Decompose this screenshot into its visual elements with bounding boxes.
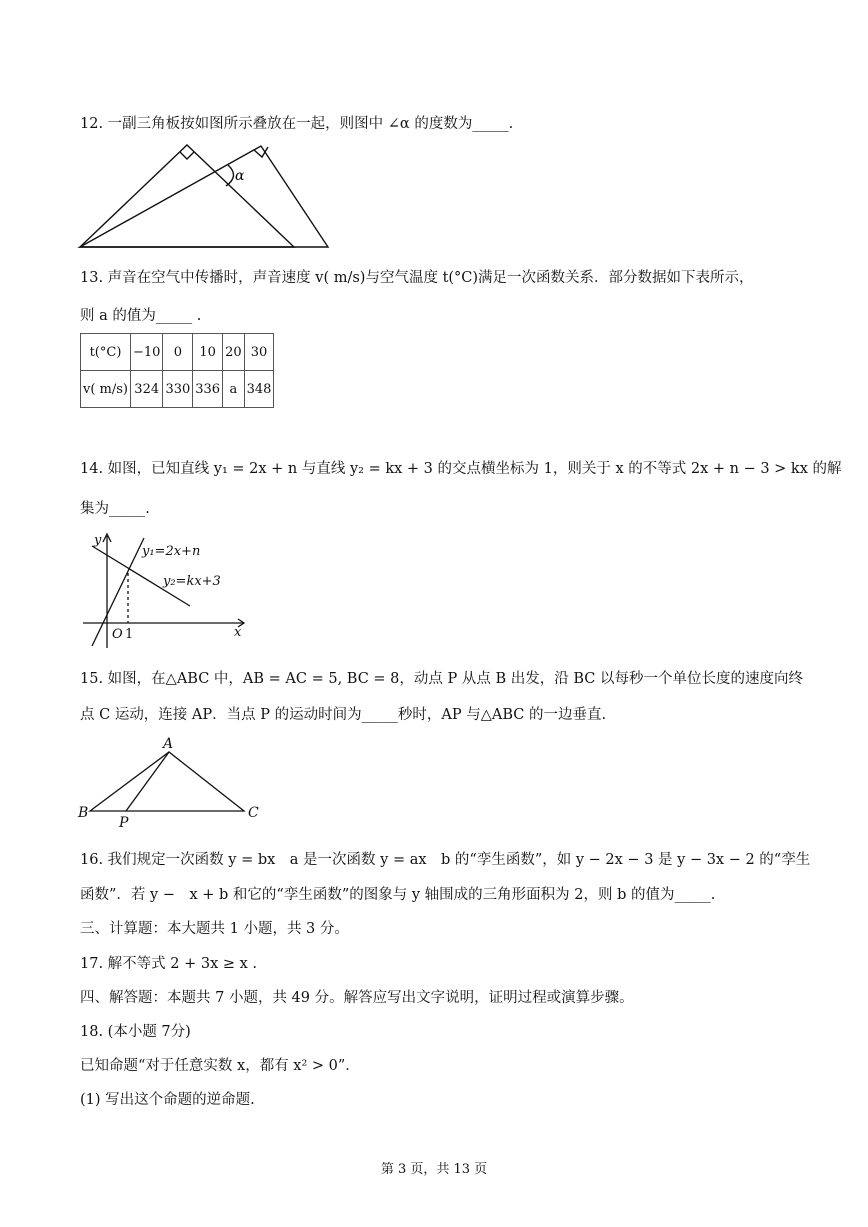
question-13-line2: 则 a 的值为_____ . — [80, 308, 202, 324]
question-18-stem: 已知命题“对于任意实数 x，都有 x² > 0”． — [80, 1058, 360, 1074]
right-angle-mark-1 — [180, 152, 194, 159]
triangle-abc — [90, 752, 244, 811]
question-14-line2: 集为_____. — [80, 501, 150, 517]
origin-label: O — [112, 627, 123, 642]
question-18-title: 18. (本小题 7分) — [80, 1024, 191, 1040]
section-3-heading: 三、计算题：本大题共 1 小题，共 3 分。 — [80, 921, 349, 937]
table-cell: 0 — [163, 334, 193, 371]
question-18-part1: (1) 写出这个命题的逆命题. — [80, 1092, 255, 1108]
table-cell: 330 — [163, 371, 193, 408]
question-13-line1: 13. 声音在空气中传播时，声音速度 v( m/s)与空气温度 t(°C)满足一次函数关系．部分数据如下表所示， — [80, 270, 754, 286]
table-cell: 20 — [223, 334, 245, 371]
y1-label: y₁=2x+n — [142, 544, 201, 559]
y-axis-label: y — [94, 533, 102, 548]
table-cell: 10 — [193, 334, 223, 371]
triangle-45 — [80, 145, 294, 247]
question-15-line1: 15. 如图，在△ABC 中，AB = AC = 5, BC = 8，动点 P 从点 B 出发，沿 BC 以每秒一个单位长度的速度向终 — [80, 671, 803, 687]
figure-14-graph — [78, 528, 253, 653]
question-12: 12. 一副三角板按如图所示叠放在一起，则图中 ∠α 的度数为_____. — [80, 116, 514, 132]
table-cell: 336 — [193, 371, 223, 408]
table-cell: v( m/s) — [81, 371, 131, 408]
question-14-line1: 14. 如图，已知直线 y₁ = 2x + n 与直线 y₂ = kx + 3 的交点横坐标为 1，则关于 x 的不等式 2x + n − 3 > kx 的解 — [80, 461, 842, 477]
table-cell: 324 — [131, 371, 163, 408]
label-p: P — [119, 815, 129, 830]
table-cell: a — [223, 371, 245, 408]
question-15-line2: 点 C 运动，连接 AP．当点 P 的运动时间为_____秒时，AP 与△ABC 的一边垂直. — [80, 707, 607, 723]
tick-one-label: 1 — [125, 627, 134, 642]
label-a: A — [163, 736, 174, 752]
table-cell: −10 — [131, 334, 163, 371]
x-axis-label: x — [234, 625, 242, 640]
figure-15-triangle — [76, 736, 266, 830]
figure-12-triangles — [76, 140, 336, 252]
segment-ap — [126, 752, 169, 811]
speed-temperature-table — [80, 333, 274, 408]
question-17: 17. 解不等式 2 + 3x ≥ x . — [80, 956, 258, 972]
table-cell: 348 — [244, 371, 274, 408]
alpha-label: α — [235, 168, 245, 184]
table-row — [81, 334, 274, 371]
label-c: C — [248, 805, 259, 821]
table-row — [81, 371, 274, 408]
page-footer: 第 3 页，共 13 页 — [380, 1162, 488, 1177]
y2-label: y₂=kx+3 — [163, 574, 221, 589]
question-16-line1: 16. 我们规定一次函数 y = bx a 是一次函数 y = ax b 的“孪生函数”，如 y − 2x − 3 是 y − 3x − 2 的“孪生 — [80, 852, 811, 868]
table-cell: t(°C) — [81, 334, 131, 371]
table-cell: 30 — [244, 334, 274, 371]
section-4-heading: 四、解答题：本题共 7 小题，共 49 分。解答应写出文字说明，证明过程或演算步骤。 — [80, 990, 634, 1006]
label-b: B — [78, 805, 89, 821]
question-16-line2: 函数”．若 y − x + b 和它的“孪生函数”的图象与 y 轴围成的三角形面积为 2，则 b 的值为_____. — [80, 887, 716, 903]
